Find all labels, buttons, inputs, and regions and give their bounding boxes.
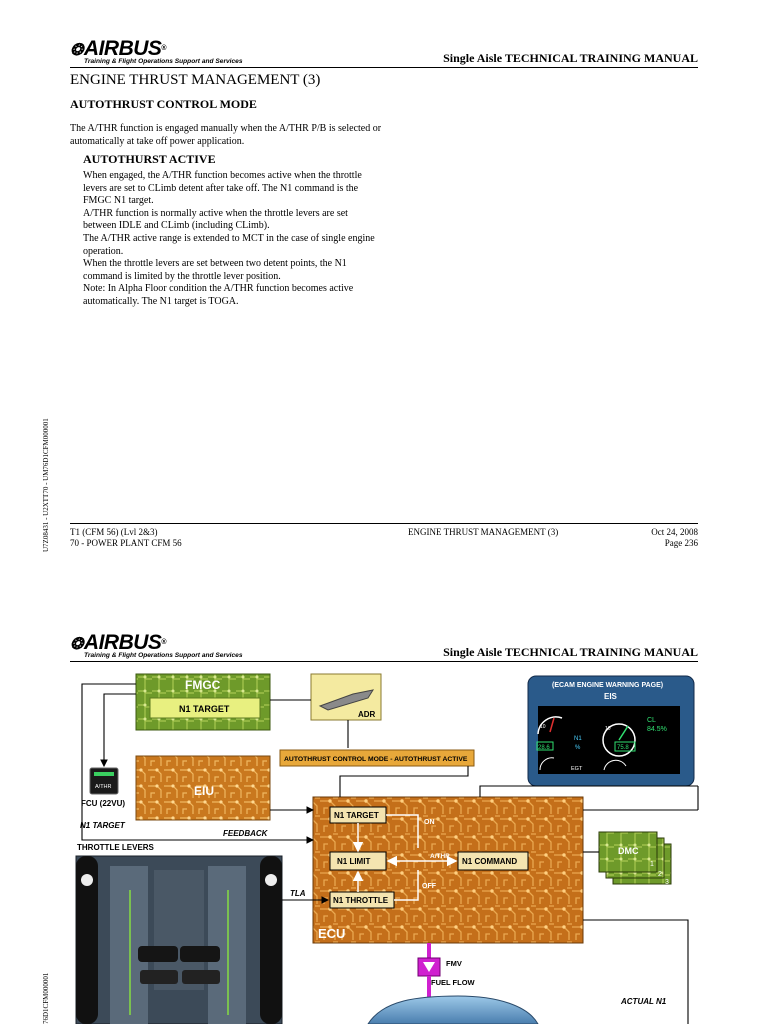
footer-course: T1 (CFM 56) (Lvl 2&3) — [70, 527, 158, 537]
page-title: ENGINE THRUST MANAGEMENT (3) — [70, 72, 321, 88]
logo-tagline: Training & Flight Operations Support and Services — [84, 652, 243, 659]
footer-left — [70, 527, 182, 549]
footer-page: Page 236 — [664, 538, 698, 548]
footer-divider — [70, 523, 698, 524]
fuel-flow-label: FUEL FLOW — [431, 978, 475, 987]
n1-command: N1 COMMAND — [462, 857, 518, 866]
dmc-2: 2 — [658, 871, 662, 878]
ecam-cl-label: CL — [647, 717, 656, 724]
switch-on-label: ON — [424, 819, 435, 826]
ecam-cl-value: 84.5% — [647, 726, 667, 733]
ecam-egt-label: EGT — [571, 766, 583, 772]
airbus-logo: ❂AIRBUS® Training & Flight Operations Support and Services — [70, 631, 243, 659]
body-line: A/THR function is normally active when the throttle levers are set between IDLE and CLimb (including CLimb). — [83, 207, 348, 232]
footer-chapter: 70 - POWER PLANT CFM 56 — [70, 538, 182, 548]
section-heading: AUTOTHRUST CONTROL MODE — [70, 97, 257, 111]
throttle-levers-label: THROTTLE LEVERS — [77, 843, 154, 852]
eiu-label: EIU — [194, 784, 215, 798]
body-line: Note: In Alpha Floor condition the A/THR function becomes active automatically. The N1 target is TOGA. — [83, 283, 354, 307]
ecu-label: ECU — [318, 926, 346, 941]
left-throttle-lever[interactable] — [138, 946, 178, 962]
body-text — [83, 170, 383, 309]
tla-label: TLA — [290, 889, 306, 898]
mode-banner-text: AUTOTHRUST CONTROL MODE - AUTOTHRUST ACTIVE — [284, 756, 468, 763]
body-line: When the throttle levers are set between two detent points, the N1 command is limited by the throttle lever position. — [83, 258, 347, 282]
side-document-code: U7Z08431 - U2XTT70 - UM76D1CFM000001 — [42, 418, 50, 552]
fcu-n1-target-label: N1 TARGET — [80, 821, 125, 830]
ecu-n1-target: N1 TARGET — [334, 811, 379, 820]
footer-right — [651, 527, 698, 549]
athr-button-label: A/THR — [95, 784, 112, 790]
dmc-stack — [599, 832, 671, 886]
switch-off-label: OFF — [422, 883, 436, 890]
switch-athr-label: A/THR — [430, 853, 450, 860]
logo-tagline: Training & Flight Operations Support and Services — [84, 58, 243, 65]
fmgc-label: FMGC — [185, 678, 221, 692]
ecam-gauge-right-scale: 10 — [605, 726, 611, 732]
adr-block — [311, 674, 381, 720]
fmgc-block — [136, 674, 270, 730]
header-divider — [70, 661, 698, 662]
n1-limit: N1 LIMIT — [337, 857, 371, 866]
intro-paragraph: The A/THR function is engaged manually when the A/THR P/B is selected or automatically at take off power application. — [70, 123, 382, 147]
logo-text: AIRBUS — [83, 631, 162, 654]
throttle-levers-image — [76, 856, 282, 1024]
airbus-swirl-icon: ❂ — [70, 42, 83, 59]
manual-title: Single Aisle TECHNICAL TRAINING MANUAL — [443, 51, 698, 65]
airbus-swirl-icon: ❂ — [70, 636, 83, 653]
ecam-title: (ECAM ENGINE WARNING PAGE) — [552, 682, 664, 689]
fmv-valve-icon — [418, 958, 440, 976]
engine-icon — [368, 996, 538, 1024]
feedback-label: FEEDBACK — [223, 829, 268, 838]
footer-center: ENGINE THRUST MANAGEMENT (3) — [408, 527, 559, 537]
autothrust-diagram — [68, 670, 700, 1024]
header-divider — [70, 67, 698, 68]
mode-banner — [280, 750, 474, 766]
fcu-label: FCU (22VU) — [81, 799, 126, 808]
manual-title: Single Aisle TECHNICAL TRAINING MANUAL — [443, 645, 698, 659]
ecam-left-value: 28.6 — [538, 745, 550, 751]
fmgc-n1-target: N1 TARGET — [179, 704, 230, 714]
ecu-block — [313, 797, 583, 943]
eis-label: EIS — [604, 692, 617, 701]
footer-date: Oct 24, 2008 — [651, 527, 698, 537]
dmc-3: 3 — [665, 879, 669, 886]
dmc-label: DMC — [618, 846, 639, 856]
ecam-screen — [538, 706, 680, 774]
athr-pushbutton[interactable] — [90, 768, 118, 794]
ecam-right-value: 75.8 — [617, 745, 629, 751]
logo-text: AIRBUS — [83, 37, 162, 60]
airbus-logo: ❂AIRBUS® Training & Flight Operations Support and Services — [70, 37, 243, 65]
ecam-pct-label: % — [575, 745, 581, 751]
fcu-block — [80, 768, 126, 830]
n1-throttle: N1 THROTTLE — [333, 896, 389, 905]
subsection-heading: AUTOTHURST ACTIVE — [83, 152, 216, 166]
body-line: When engaged, the A/THR function becomes active when the throttle levers are set to CLimb detent after take off. The N1 command is the FMGC N1 target. — [83, 170, 362, 207]
actual-n1-label: ACTUAL N1 — [621, 997, 667, 1006]
fmv-label: FMV — [446, 959, 462, 968]
eiu-block — [136, 756, 270, 820]
ecam-display — [528, 676, 694, 786]
dmc-1: 1 — [650, 861, 654, 868]
ecam-gauge-left-scale: 10 — [540, 724, 546, 730]
body-line: The A/THR active range is extended to MCT in the case of single engine operation. — [83, 232, 375, 257]
ecam-n1-label: N1 — [574, 736, 582, 742]
right-throttle-lever[interactable] — [180, 946, 220, 962]
adr-label: ADR — [358, 710, 376, 719]
side-document-code: 76D1CFM000001 — [42, 972, 50, 1024]
